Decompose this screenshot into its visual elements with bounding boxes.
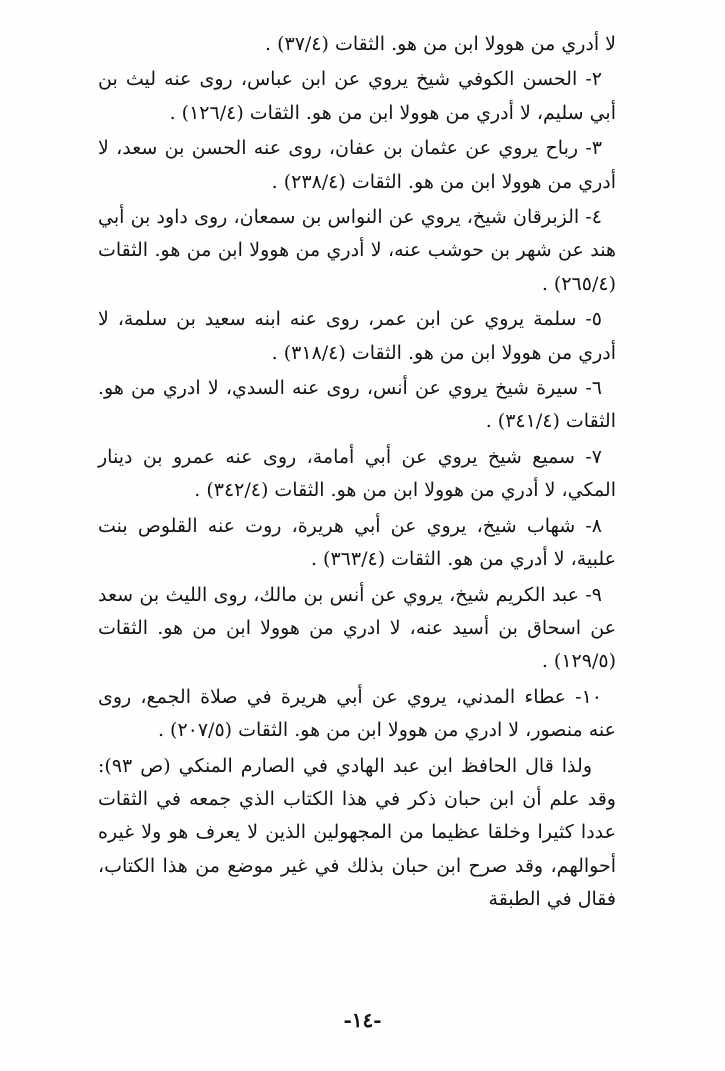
- list-item-10: ١٠- عطاء المدني، يروي عن أبي هريرة في صلاة الجمع، روى عنه منصور، لا ادري من هوولا ابن من هو. الثقات (٢٠٧/٥) .: [98, 685, 616, 742]
- document-body: [98, 28, 616, 917]
- list-item-5: ٥- سلمة يروي عن ابن عمر، روى عنه ابنه سعيد بن سلمة، لا أدري من هوولا ابن من هو. الثقات (٣١٨/٤) .: [98, 308, 616, 364]
- body-paragraph: ولذا قال الحافظ ابن عبد الهادي في الصارم المنكي (ص ٩٣): وقد علم أن ابن حبان ذكر في هذا الكتاب الذي جمعه في الثقات عددا كثيرا وخلقا عظيما من المجهولين الذين لا يعرف هو ولا غيره أحوالهم، وقد صرح ابن حبان بذلك في غير موضع من هذا الكتاب، فقال في الطبقة: [98, 754, 616, 911]
- list-item-3: ٣- رباح يروي عن عثمان بن عفان، روى عنه الحسن بن سعد، لا أدري من هوولا ابن من هو. الثقات (٢٣٨/٤) .: [98, 137, 616, 193]
- list-item-4: ٤- الزبرقان شيخ، يروي عن النواس بن سمعان، روى داود بن أبي هند عن شهر بن حوشب عنه، لا أدري من هوولا ابن من هو. الثقات (٢٦٥/٤) .: [98, 206, 616, 295]
- page-number: -١٤-: [343, 1008, 382, 1032]
- continuation-line: لا أدري من هوولا ابن من هو. الثقات (٣٧/٤) .: [264, 33, 616, 55]
- list-item-7: ٧- سميع شيخ يروي عن أبي أمامة، روى عنه عمرو بن دينار المكي، لا أدري من هوولا ابن من هو. الثقات (٣٤٢/٤) .: [98, 445, 616, 502]
- list-item-2: ٢- الحسن الكوفي شيخ يروي عن ابن عباس، روى عنه ليث بن أبي سليم، لا أدري من هوولا ابن من هو. الثقات (١٢٦/٤) .: [98, 68, 616, 124]
- list-item-6: ٦- سيرة شيخ يروي عن أنس، روى عنه السدي، لا ادري من هو. الثقات (٣٤١/٤) .: [98, 377, 616, 433]
- list-item-8: ٨- شهاب شيخ، يروي عن أبي هريرة، روت عنه القلوص بنت علبية، لا أدري من هو. الثقات (٣٦٣/٤) .: [98, 514, 616, 571]
- list-item-9: ٩- عبد الكريم شيخ، يروي عن أنس بن مالك، روى الليث بن سعد عن اسحاق بن أسيد عنه، لا ادري من هوولا ابن من هو. الثقات (١٢٩/٥) .: [98, 583, 616, 673]
